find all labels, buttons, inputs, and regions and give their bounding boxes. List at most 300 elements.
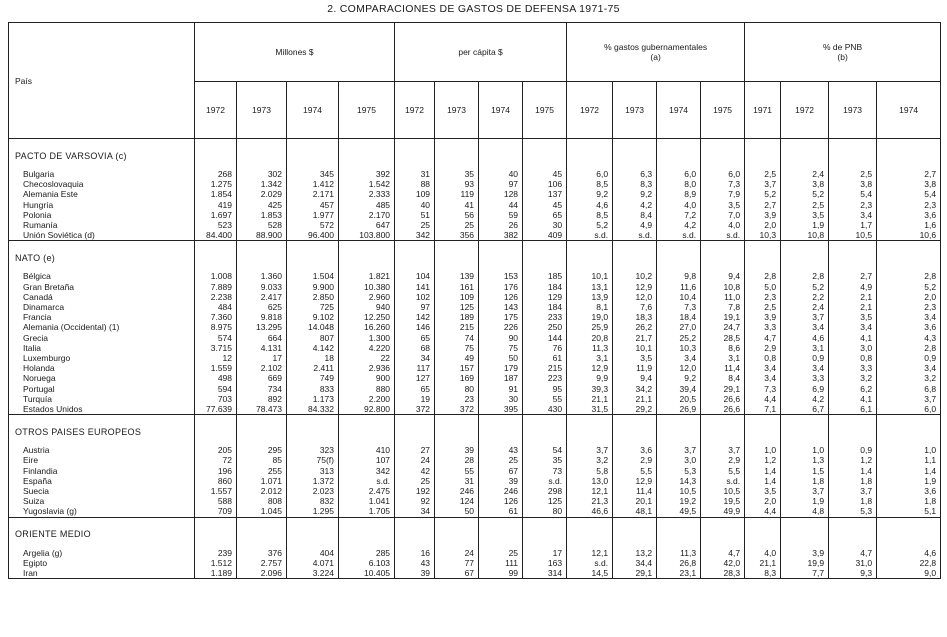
value-cell: 2,5 (745, 302, 781, 312)
empty-cell (287, 241, 339, 266)
value-cell: 313 (287, 466, 339, 476)
value-cell: 3,7 (781, 486, 829, 496)
value-cell: 1,4 (877, 466, 941, 476)
value-cell: 2,3 (877, 200, 941, 210)
value-cell: 12,9 (613, 282, 657, 292)
value-cell: 1,9 (781, 220, 829, 230)
value-cell: 23,1 (657, 568, 701, 579)
value-cell: 19,0 (567, 312, 613, 322)
value-cell: 2,0 (745, 220, 781, 230)
section-header-row (9, 139, 941, 164)
value-cell: 4.131 (237, 343, 287, 353)
value-cell: 9.900 (287, 282, 339, 292)
value-cell: 285 (339, 548, 395, 558)
value-cell: 2.012 (237, 486, 287, 496)
value-cell: 268 (195, 169, 237, 179)
value-cell: 92 (395, 496, 435, 506)
value-cell: 1.542 (339, 179, 395, 189)
value-cell: 1.275 (195, 179, 237, 189)
value-cell: 1.071 (237, 476, 287, 486)
value-cell: 73 (523, 466, 567, 476)
empty-cell (435, 415, 479, 440)
table-row (9, 466, 941, 476)
value-cell: 5,0 (745, 282, 781, 292)
value-cell: 3,5 (745, 486, 781, 496)
value-cell: 5,5 (701, 466, 745, 476)
value-cell: 1.705 (339, 506, 395, 517)
value-cell: 3,1 (781, 343, 829, 353)
year-header: 1974 (287, 82, 339, 139)
value-cell: 14,5 (567, 568, 613, 579)
value-cell: 250 (523, 322, 567, 332)
year-header: 1974 (877, 82, 941, 139)
value-cell: 3,7 (829, 486, 877, 496)
value-cell: 9,4 (701, 271, 745, 281)
value-cell: 4,7 (745, 333, 781, 343)
empty-cell (435, 139, 479, 164)
value-cell: 3,5 (613, 353, 657, 363)
value-cell: 1,4 (745, 476, 781, 486)
value-cell: 3,6 (613, 445, 657, 455)
value-cell: 27,0 (657, 322, 701, 332)
value-cell: 41 (435, 200, 479, 210)
table-row (9, 558, 941, 568)
empty-cell (287, 415, 339, 440)
value-cell: 9,2 (657, 373, 701, 383)
empty-cell (829, 241, 877, 266)
value-cell: 2,3 (829, 200, 877, 210)
value-cell: 1.041 (339, 496, 395, 506)
value-cell: 5,2 (781, 282, 829, 292)
value-cell: 109 (435, 292, 479, 302)
country-name: Alemania Este (9, 189, 195, 199)
value-cell: 99 (479, 568, 523, 579)
value-cell: 9,4 (613, 373, 657, 383)
value-cell: 3.715 (195, 343, 237, 353)
value-cell: 2.333 (339, 189, 395, 199)
value-cell: 14.048 (287, 322, 339, 332)
value-cell: 3,4 (745, 373, 781, 383)
value-cell: 2,5 (745, 169, 781, 179)
country-name: Iran (9, 568, 195, 579)
value-cell: 1,0 (745, 445, 781, 455)
value-cell: 1.854 (195, 189, 237, 199)
value-cell: 12,1 (567, 548, 613, 558)
group-header-gastos-gubernamentales: % gastos gubernamentales (a) (567, 23, 745, 82)
value-cell: 74 (435, 333, 479, 343)
value-cell: 3,9 (745, 210, 781, 220)
value-cell: 4,1 (829, 333, 877, 343)
section-header-row (9, 241, 941, 266)
value-cell: 2,9 (613, 455, 657, 465)
empty-cell (567, 415, 613, 440)
value-cell: 485 (339, 200, 395, 210)
empty-cell (657, 517, 701, 542)
value-cell: 372 (395, 404, 435, 415)
section-title: NATO (e) (9, 241, 195, 266)
value-cell: 10,1 (613, 343, 657, 353)
value-cell: 2,1 (829, 292, 877, 302)
value-cell: 2.170 (339, 210, 395, 220)
country-name: Luxemburgo (9, 353, 195, 363)
empty-cell (877, 517, 941, 542)
section-header-row (9, 415, 941, 440)
group-header-per-capita: per cápita $ (395, 23, 567, 82)
value-cell: 46,6 (567, 506, 613, 517)
value-cell: 10,3 (657, 343, 701, 353)
value-cell: 498 (195, 373, 237, 383)
value-cell: 425 (237, 200, 287, 210)
empty-cell (877, 139, 941, 164)
value-cell: 1.977 (287, 210, 339, 220)
value-cell: 2.029 (237, 189, 287, 199)
value-cell: 189 (435, 312, 479, 322)
value-cell: 4.142 (287, 343, 339, 353)
value-cell: 92.800 (339, 404, 395, 415)
value-cell: 382 (479, 230, 523, 241)
value-cell: 21,1 (567, 394, 613, 404)
value-cell: 1,3 (781, 455, 829, 465)
value-cell: 26,6 (701, 404, 745, 415)
value-cell: 3,3 (745, 322, 781, 332)
empty-cell (523, 139, 567, 164)
value-cell: 25 (435, 220, 479, 230)
value-cell: 1.512 (195, 558, 237, 568)
value-cell: 4.071 (287, 558, 339, 568)
table-row (9, 455, 941, 465)
value-cell: 2.238 (195, 292, 237, 302)
value-cell: 1.360 (237, 271, 287, 281)
empty-cell (435, 241, 479, 266)
country-name: Gran Bretaña (9, 282, 195, 292)
value-cell: 4,8 (781, 506, 829, 517)
empty-cell (877, 241, 941, 266)
value-cell: 1.853 (237, 210, 287, 220)
value-cell: 484 (195, 302, 237, 312)
table-row (9, 506, 941, 517)
value-cell: 31 (395, 169, 435, 179)
value-cell: 342 (339, 466, 395, 476)
value-cell: 4,0 (657, 200, 701, 210)
year-header: 1975 (523, 82, 567, 139)
value-cell: 72 (195, 455, 237, 465)
value-cell: 725 (287, 302, 339, 312)
value-cell: 10,1 (567, 271, 613, 281)
value-cell: 27 (395, 445, 435, 455)
value-cell: 75 (479, 343, 523, 353)
value-cell: 3,5 (829, 312, 877, 322)
value-cell: 1,9 (781, 496, 829, 506)
value-cell: 77 (435, 558, 479, 568)
value-cell: 223 (523, 373, 567, 383)
value-cell: 4,4 (745, 394, 781, 404)
value-cell: 19,9 (781, 558, 829, 568)
empty-cell (613, 517, 657, 542)
value-cell: 67 (479, 466, 523, 476)
value-cell: 1.412 (287, 179, 339, 189)
country-name: Yugoslavia (g) (9, 506, 195, 517)
value-cell: 3,7 (877, 394, 941, 404)
value-cell: 1,0 (877, 445, 941, 455)
value-cell: 28 (435, 455, 479, 465)
value-cell: 356 (435, 230, 479, 241)
value-cell: 833 (287, 384, 339, 394)
value-cell: 3,2 (877, 373, 941, 383)
value-cell: 1,5 (781, 466, 829, 476)
value-cell: 50 (479, 353, 523, 363)
empty-cell (237, 415, 287, 440)
value-cell: 25 (479, 548, 523, 558)
value-cell: 6,9 (781, 384, 829, 394)
value-cell: 7.360 (195, 312, 237, 322)
value-cell: 18,4 (657, 312, 701, 322)
value-cell: 3,4 (829, 210, 877, 220)
value-cell: 5,2 (745, 189, 781, 199)
value-cell: 12 (195, 353, 237, 363)
value-cell: 21,1 (745, 558, 781, 568)
value-cell: 372 (435, 404, 479, 415)
defense-spending-table (8, 22, 941, 579)
value-cell: 7,3 (701, 179, 745, 189)
country-name: Suiza (9, 496, 195, 506)
value-cell: 21,1 (613, 394, 657, 404)
value-cell: 2,9 (701, 455, 745, 465)
value-cell: s.d. (657, 230, 701, 241)
value-cell: 125 (435, 302, 479, 312)
value-cell: 28,5 (701, 333, 745, 343)
value-cell: 34,4 (613, 558, 657, 568)
table-row (9, 404, 941, 415)
value-cell: 2.850 (287, 292, 339, 302)
value-cell: 127 (395, 373, 435, 383)
value-cell: 8,4 (613, 210, 657, 220)
value-cell: 4,0 (701, 220, 745, 230)
empty-cell (195, 517, 237, 542)
empty-cell (237, 517, 287, 542)
value-cell: 0,8 (745, 353, 781, 363)
value-cell: s.d. (339, 476, 395, 486)
value-cell: 2,1 (829, 302, 877, 312)
value-cell: 3,5 (701, 200, 745, 210)
country-name: Egipto (9, 558, 195, 568)
value-cell: 8,1 (567, 302, 613, 312)
value-cell: 734 (237, 384, 287, 394)
value-cell: 9,9 (567, 373, 613, 383)
empty-cell (781, 241, 829, 266)
value-cell: 0,8 (829, 353, 877, 363)
value-cell: 20,1 (613, 496, 657, 506)
value-cell: 146 (395, 322, 435, 332)
value-cell: 91 (479, 384, 523, 394)
value-cell: 2,8 (877, 343, 941, 353)
value-cell: 3,8 (829, 179, 877, 189)
value-cell: 4,7 (829, 548, 877, 558)
value-cell: 49,5 (657, 506, 701, 517)
value-cell: 703 (195, 394, 237, 404)
value-cell: 430 (523, 404, 567, 415)
value-cell: 1.821 (339, 271, 395, 281)
empty-cell (523, 241, 567, 266)
empty-cell (567, 241, 613, 266)
value-cell: 2.200 (339, 394, 395, 404)
value-cell: 125 (523, 496, 567, 506)
value-cell: 76 (523, 343, 567, 353)
value-cell: 323 (287, 445, 339, 455)
value-cell: 6,7 (781, 404, 829, 415)
value-cell: 49 (435, 353, 479, 363)
value-cell: 77.639 (195, 404, 237, 415)
empty-cell (745, 415, 781, 440)
value-cell: 3,9 (745, 312, 781, 322)
country-name: Eire (9, 455, 195, 465)
value-cell: 6,0 (701, 169, 745, 179)
empty-cell (287, 517, 339, 542)
value-cell: 1,9 (877, 476, 941, 486)
value-cell: 55 (523, 394, 567, 404)
country-name: Rumanía (9, 220, 195, 230)
value-cell: 892 (237, 394, 287, 404)
value-cell: s.d. (523, 476, 567, 486)
value-cell: 3,7 (701, 445, 745, 455)
value-cell: 4,1 (829, 394, 877, 404)
value-cell: 28,3 (701, 568, 745, 579)
value-cell: 19,1 (701, 312, 745, 322)
value-cell: 3,7 (781, 312, 829, 322)
value-cell: 3,2 (829, 373, 877, 383)
value-cell: 940 (339, 302, 395, 312)
value-cell: 95 (523, 384, 567, 394)
value-cell: 176 (479, 282, 523, 292)
value-cell: 20,5 (657, 394, 701, 404)
value-cell: 45 (523, 200, 567, 210)
value-cell: 11,3 (657, 548, 701, 558)
value-cell: 709 (195, 506, 237, 517)
value-cell: 30 (523, 220, 567, 230)
value-cell: 9,0 (877, 568, 941, 579)
table-row (9, 169, 941, 179)
value-cell: 10,8 (781, 230, 829, 241)
value-cell: 3.224 (287, 568, 339, 579)
country-name: España (9, 476, 195, 486)
country-name: Polonia (9, 210, 195, 220)
value-cell: 6,0 (567, 169, 613, 179)
value-cell: 5,2 (781, 189, 829, 199)
empty-cell (479, 517, 523, 542)
value-cell: 2.936 (339, 363, 395, 373)
value-cell: 3,4 (829, 322, 877, 332)
empty-cell (829, 517, 877, 542)
empty-cell (237, 139, 287, 164)
section-title: OTROS PAISES EUROPEOS (9, 415, 195, 440)
value-cell: 56 (435, 210, 479, 220)
value-cell: 103.800 (339, 230, 395, 241)
table-row (9, 343, 941, 353)
empty-cell (701, 139, 745, 164)
value-cell: 342 (395, 230, 435, 241)
value-cell: 25,9 (567, 322, 613, 332)
empty-cell (657, 415, 701, 440)
value-cell: 3,6 (877, 322, 941, 332)
value-cell: 2,8 (745, 271, 781, 281)
value-cell: 3,8 (877, 179, 941, 189)
value-cell: 1,1 (877, 455, 941, 465)
value-cell: 3,9 (781, 548, 829, 558)
value-cell: 25,2 (657, 333, 701, 343)
value-cell: 3,4 (877, 312, 941, 322)
year-header: 1975 (701, 82, 745, 139)
value-cell: 860 (195, 476, 237, 486)
value-cell: 9.033 (237, 282, 287, 292)
value-cell: 61 (479, 506, 523, 517)
value-cell: s.d. (567, 230, 613, 241)
value-cell: 196 (195, 466, 237, 476)
value-cell: 163 (523, 558, 567, 568)
value-cell: 13,2 (613, 548, 657, 558)
value-cell: 5,5 (613, 466, 657, 476)
value-cell: 10.405 (339, 568, 395, 579)
year-header: 1974 (657, 82, 701, 139)
value-cell: 19,5 (701, 496, 745, 506)
value-cell: 1,6 (877, 220, 941, 230)
empty-cell (781, 139, 829, 164)
value-cell: 16.260 (339, 322, 395, 332)
value-cell: 205 (195, 445, 237, 455)
value-cell: 6.103 (339, 558, 395, 568)
value-cell: 40 (395, 200, 435, 210)
empty-cell (829, 415, 877, 440)
year-header: 1972 (195, 82, 237, 139)
value-cell: 39,4 (657, 384, 701, 394)
country-name: Unión Soviética (d) (9, 230, 195, 241)
value-cell: 3,5 (781, 210, 829, 220)
value-cell: 20,8 (567, 333, 613, 343)
value-cell: 45 (523, 169, 567, 179)
empty-cell (745, 517, 781, 542)
table-row (9, 220, 941, 230)
value-cell: 88 (395, 179, 435, 189)
year-header: 1973 (237, 82, 287, 139)
value-cell: 26,8 (657, 558, 701, 568)
value-cell: 226 (479, 322, 523, 332)
value-cell: 85 (237, 455, 287, 465)
country-name: Noruega (9, 373, 195, 383)
value-cell: 179 (479, 363, 523, 373)
empty-cell (479, 415, 523, 440)
empty-cell (829, 139, 877, 164)
value-cell: 43 (479, 445, 523, 455)
value-cell: 302 (237, 169, 287, 179)
value-cell: 12,1 (567, 486, 613, 496)
value-cell: 215 (435, 322, 479, 332)
value-cell: 8.975 (195, 322, 237, 332)
value-cell: 3,2 (567, 455, 613, 465)
value-cell: 35 (435, 169, 479, 179)
value-cell: 4,9 (829, 282, 877, 292)
value-cell: 54 (523, 445, 567, 455)
value-cell: 24 (395, 455, 435, 465)
value-cell: 5,2 (877, 282, 941, 292)
value-cell: 8,5 (567, 210, 613, 220)
value-cell: 295 (237, 445, 287, 455)
value-cell: 35 (523, 455, 567, 465)
value-cell: s.d. (567, 558, 613, 568)
table-row (9, 322, 941, 332)
value-cell: 1.173 (287, 394, 339, 404)
value-cell: 75 (435, 343, 479, 353)
value-cell: 44 (479, 200, 523, 210)
value-cell: 528 (237, 220, 287, 230)
value-cell: 3,4 (877, 363, 941, 373)
